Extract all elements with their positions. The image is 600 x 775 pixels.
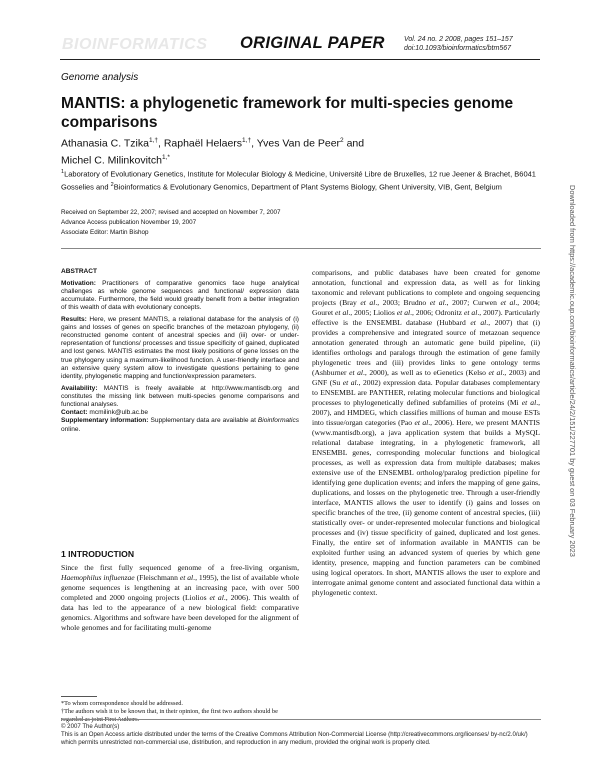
footnotes xyxy=(61,700,299,725)
dates xyxy=(61,208,280,238)
etal: et al xyxy=(500,298,516,307)
copyright xyxy=(61,723,541,747)
intro-text-a: Since the first fully sequenced genome of a free-living organism, xyxy=(61,563,299,572)
intro-text-d: ., 2006). This wealth of data has led to the appearance of a new biological field: comparative genomics. Algorithms and software have been developed for the alignment of whole genomes and for facilitating multi-genome xyxy=(61,593,299,632)
availability-text: MANTIS is freely available at http://www.mantisdb.org and constitutes the missing link between multi-species genome comparisons and functional analyses. xyxy=(61,384,299,408)
section-label: Genome analysis xyxy=(61,72,139,83)
body-text: ., 2003) and GNF (Su xyxy=(312,368,541,387)
body-text: ., 2007) that (i) provides a comprehensive and integrated source of metazoan sequence annotation generated through an automatic gene build pipeline, (ii) identifies orthologs and paralogs through the estimation of gene family phylogenetic trees and (iii) provides links to gene ontology terms (Ashburner xyxy=(312,318,541,377)
body-text: ., 2007), and HMDEG, which classifies millions of human and mouse ESTs into tissue/organ categories (Pao xyxy=(312,398,540,427)
editor-line: Associate Editor: Martin Bishop xyxy=(61,229,149,236)
species-name: Haemophilus influenzae xyxy=(61,573,135,582)
abstract-heading: ABSTRACT xyxy=(61,268,98,275)
supp-end: online. xyxy=(61,425,81,433)
doi-line: doi:10.1093/bioinformatics/btm567 xyxy=(404,45,512,52)
body-text: ., 2007; Curwen xyxy=(444,298,501,307)
affil-2: Bioinformatics & Evolutionary Genomics, Department of Plant Systems Biology, Ghent University, VIB, Gent, Belgium xyxy=(113,182,502,191)
abstract xyxy=(61,268,299,437)
intro-paragraph xyxy=(61,563,299,633)
etal: et al xyxy=(521,398,537,407)
etal: et al xyxy=(463,308,478,317)
etal: et al xyxy=(488,368,503,377)
copyright-rule xyxy=(61,719,541,720)
right-column-text xyxy=(312,268,540,598)
author-1: Athanasia C. Tzika xyxy=(61,137,149,150)
contact-email[interactable]: mcmilink@ulb.ac.be xyxy=(89,409,149,417)
author-3: Yves Van de Peer xyxy=(256,137,341,150)
download-note: Downloaded from https://academic.oup.com/bioinformatics/article/24/2/151/227701 by guest on 03 February 2023 xyxy=(568,185,577,557)
etal: et al xyxy=(429,298,445,307)
title-block-rule xyxy=(61,248,541,249)
results-text: Here, we present MANTIS, a relational database for the analysis of (i) gains and losses of genes on specific branches of the metazoan phylogeny, (ii) reconstructed genome content of ancestral species and (iii) over- or under-representation of functions/ processes and tissue specificity of gained, duplicated and lost genes. MANTIS estimates the most likely positions of gene losses on the true phylogeny using a maximum-likelihood function. A user-friendly interface and an extensive query system allow to investigate questions pertaining to gene identity, phylogenetic mapping and function/expression parameters. xyxy=(61,315,299,381)
volume-info xyxy=(404,35,513,53)
license-text: This is an Open Access article distributed under the terms of the Creative Commons Attribution Non-Commercial License (http://creativecommons.org/licenses/ by-nc/2.0/uk/) which permits unrestricted non-commercial use, distribution, and reproduction in any medium, provided the original work is properly cited. xyxy=(61,731,528,746)
motivation-label: Motivation: xyxy=(61,279,96,287)
supp-journal: Bioinformatics xyxy=(257,417,299,425)
supp-label: Supplementary information: xyxy=(61,417,149,425)
author-4-sup: 1,* xyxy=(161,154,170,161)
author-3-sup: 2 xyxy=(340,137,344,144)
contact-label: Contact: xyxy=(61,409,88,417)
body-text: ., 2002) expression data. Popular databases complementary to ENSEMBL are PANTHER, relating molecular functions and biological processes to phylogenetically defined subfamilies of proteins (Mi xyxy=(312,378,541,407)
received-line: Received on September 22, 2007; revised and accepted on November 7, 2007 xyxy=(61,209,281,216)
etal: et al xyxy=(209,593,224,602)
header-rule xyxy=(60,59,540,60)
paper-title: MANTIS: a phylogenetic framework for multi-species genome comparisons xyxy=(61,95,514,131)
advance-line: Advance Access publication November 19, 2007 xyxy=(61,219,197,226)
body-text: ., 2006; Odronitz xyxy=(410,308,464,317)
body-text: ., 2007). Particularly effective is the ENSEMBL database (Hubbard xyxy=(312,308,540,327)
intro-text-c: ., 1995), the list of available whole genome sequences is lengthening at an increasing pace, with over 500 completed and 2000 ongoing projects (Liolios xyxy=(61,573,300,602)
volume-line: Vol. 24 no. 2 2008, pages 151–157 xyxy=(404,36,513,43)
etal: et al xyxy=(179,573,194,582)
availability-label: Availability: xyxy=(61,384,98,392)
supp-text: Supplementary data are available at xyxy=(150,417,258,425)
etal: et al xyxy=(360,298,376,307)
etal: et al xyxy=(342,378,357,387)
author-1-sup: 1,† xyxy=(148,137,158,144)
etal: et al xyxy=(396,308,411,317)
etal: et al xyxy=(335,308,349,317)
footnote-1: *To whom correspondence should be addressed. xyxy=(61,700,183,707)
author-2-sup: 1,† xyxy=(242,137,252,144)
body-text: comparisons, and public databases have been created for genome annotation, functional and expression data, as well as for linking taxonomic and relevant publications to complete and ongoing sequencing projects (Bray xyxy=(312,268,540,307)
copyright-line: © 2007 The Author(s) xyxy=(61,723,120,730)
affil-1: Laboratory of Evolutionary Genetics, Institute for Molecular Biology & Medicine, Université Libre de Bruxelles, 12 rue Jeener & Brachet, B6041 Gosselies and xyxy=(61,169,536,191)
results-label: Results: xyxy=(61,315,87,323)
etal: et al xyxy=(349,368,364,377)
author-list: Athanasia C. Tzika$^{1,\dagger}$, Raphaël Helaers$^{1,\dagger}$, Yves Van de Peer$^2$ and Michel C. Milinkovitch$^{1,*}$ xyxy=(61,137,365,167)
journal-name: BIOINFORMATICS xyxy=(62,36,208,53)
body-text: ., 2006). Here, we present MANTIS (www.mantisdb.org), a java application system that builds a MySQL relational database integrating, in a phylogenetic framework, all ENSEMBL genes, corresponding molecular functions and biological processes, as well as expression data from multiple databases; makes extensive use of the ENSEMBL ortholog/paralog prediction pipeline for identifying gene duplication events; and infers the mapping of gene gains, duplications, and losses on the phylogenetic tree. Through a user-friendly interface, MANTIS allows the user to identify (i) gains and losses on specific branches of the tree, (ii) genome content of ancestral species, (iii) statistically over- or under-represented molecular functions and biological processes and (iv) tissue specificity of gained, duplicated and lost genes. Finally, the entire set of information available in MANTIS can be exploited further using an advanced system of queries by which gene identity, presence, mapping and function parameters can be combined using logical operators. In short, MANTIS allows the user to explore and interrogate animal genome content and associated functional data within a phylogenetic context. xyxy=(312,418,540,597)
body-text: ., 2000), as well as to eGenetics (Kelso xyxy=(363,368,489,377)
footnote-2: †The authors wish it to be known that, in their opinion, the first two authors should be xyxy=(61,708,278,716)
body-text: ., 2004; Gouret xyxy=(312,298,541,317)
footnote-rule xyxy=(61,696,97,697)
affil-1-sup: 1 xyxy=(61,169,65,175)
body-text: ., 2005; Liolios xyxy=(348,308,397,317)
etal: et al xyxy=(414,418,429,427)
author-4: Michel C. Milinkovitch xyxy=(61,154,162,167)
intro-heading: 1 INTRODUCTION xyxy=(61,549,135,559)
motivation-text: Practitioners of comparative genomics face huge analytical challenges as whole genome sequences and functional/ expression data accumulate. Furthermore, the field would greatly benefit from a better integration of this wealth of data with evolutionary concepts. xyxy=(61,279,299,312)
author-2: Raphaël Helaers xyxy=(163,137,243,150)
intro-text-b: (Fleischmann xyxy=(134,573,180,582)
body-text: ., 2003; Brudno xyxy=(375,298,430,307)
etal: et al xyxy=(470,318,487,327)
paper-type: ORIGINAL PAPER xyxy=(240,34,385,52)
affil-2-sup: 2 xyxy=(110,181,114,188)
affiliations xyxy=(61,167,541,192)
